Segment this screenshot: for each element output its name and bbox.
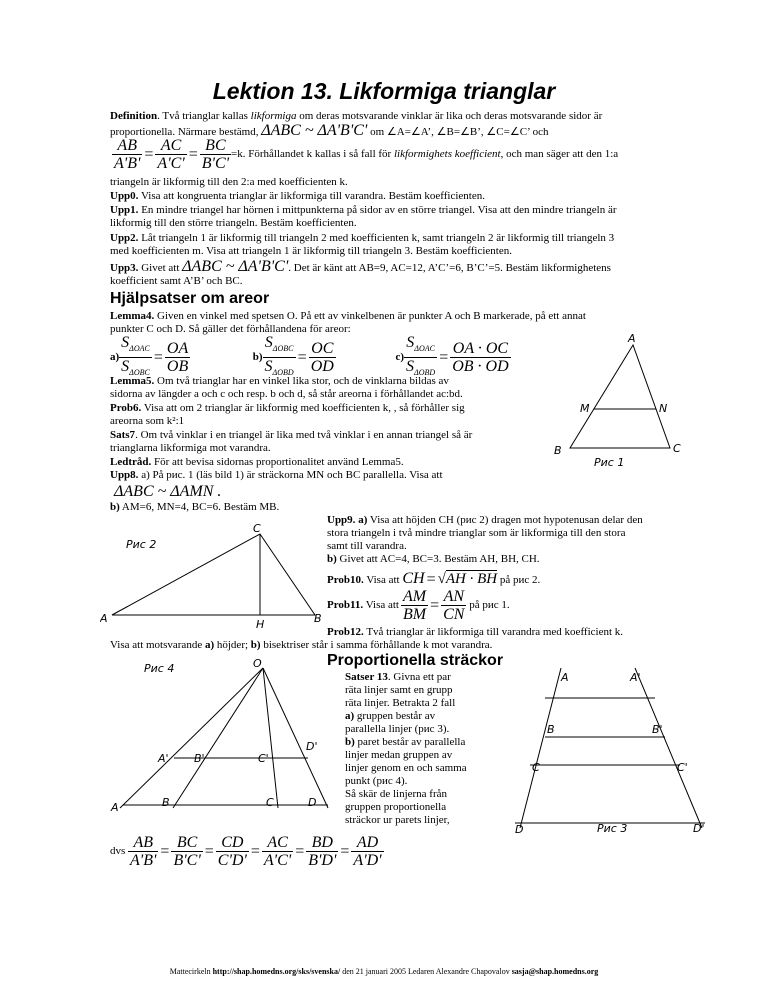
prob6-text-2: areorna som k²:1 (110, 415, 185, 427)
upp9-a-label: a) (358, 514, 368, 526)
sats7-text-2: trianglarna likformiga mot varandra. (110, 442, 271, 454)
lemma5 (110, 375, 540, 401)
prob10-label: Prob10. (327, 574, 364, 586)
prob12-b-text: bisektriser står i samma förhållande k mot varandra. (260, 639, 493, 651)
prob10-rhs: AH · BH (445, 571, 498, 587)
figure-3 (505, 660, 725, 840)
prob12-b: b) (250, 639, 261, 651)
coef-term: likformighets koefficient (393, 148, 501, 161)
fig2-label-h: H (256, 618, 265, 631)
formula-c-label: c) (395, 351, 405, 364)
ledtrad (110, 456, 540, 469)
definition-term: likformiga (250, 110, 297, 122)
fig4-label-b: B (162, 796, 170, 809)
s: S (121, 334, 130, 351)
fig4-label-c: C (266, 796, 274, 809)
prob12-label: Prob12. (327, 626, 364, 638)
s: S (264, 358, 273, 376)
prob12-a: a) (204, 639, 215, 651)
den: A'B' (130, 852, 157, 869)
den: BM (402, 606, 427, 623)
s13-b: b) (345, 736, 355, 748)
definition-om: om (367, 126, 387, 138)
upp0-label: Upp0. (110, 190, 139, 202)
prob11: Prob11. Visa att $\frac{AM}{BM}$ = $\frac{AN}{CN}$ på рис 1. (327, 588, 510, 623)
definition-line-3: triangeln är likformig till den 2:a med koefficienten k. (110, 176, 348, 188)
s13-e2: sträckor ur parets linjer, (345, 814, 450, 826)
fig3-label-d2: D' (693, 822, 705, 835)
den: A'C' (263, 852, 292, 869)
prob6 (110, 402, 540, 428)
definition-text-2: om deras motsvarande vinklar är lika och deras motsvarande sidor är (296, 110, 603, 122)
fig4-label-a2: A' (158, 752, 169, 765)
formula-c: c) $\frac{S_{\Delta OAC}}{S_{\Delta OBD}}$ = $\frac{OA \cdot OC}{OB \cdot OD}$ (395, 334, 509, 378)
upp1-label: Upp1. (110, 204, 139, 216)
satser13-label: Satser 13 (345, 671, 388, 683)
prob11-label: Prob11. (327, 599, 364, 611)
upp0 (110, 190, 750, 203)
definition-och: och (529, 126, 549, 138)
footer-text: Mattecirkeln (169, 967, 213, 976)
s: S (406, 358, 415, 376)
upp8-b-label: b) (110, 501, 120, 513)
upp3-similar: ΔABC ~ ΔA'B'C' (182, 258, 289, 275)
s13-e0: Så skär de linjerna från (345, 788, 448, 800)
sats7-label: Sats7 (110, 429, 136, 441)
fig1-caption: Рис 1 (594, 456, 625, 469)
fig3-label-a: A (561, 671, 569, 684)
num: AM (402, 588, 427, 605)
sats7-text: . Om två vinklar i en triangel är lika med två vinklar i en annan triangel så är (135, 429, 473, 441)
s13-a1: parallella linjer (рис 3). (345, 723, 450, 735)
upp3-text-b: . Det är känt att AB=9, AC=12, A’C’=6, B’C’=5. Bestäm likformighetens (288, 262, 611, 274)
s13-l0: . Givna ett par (387, 671, 451, 683)
s: S (121, 358, 130, 376)
definition-label: Definition (110, 110, 158, 122)
fig4-label-b2: B' (194, 752, 205, 765)
upp8-similar: ΔABC ~ ΔAMN . (114, 483, 222, 500)
upp3-text-2: koefficient samt A’B’ och BC. (110, 275, 243, 287)
fig3-label-d: D (515, 823, 524, 836)
prob12-a-text: höjder; (214, 639, 251, 651)
footer-text-2: den 21 januari 2005 Ledaren Alexandre Chapovalov (340, 967, 512, 976)
ratio-bc (200, 137, 231, 172)
fig1-label-a: A (628, 332, 636, 345)
prob10: Prob10. Visa att CH = √AH · BH på рис 2. (327, 570, 541, 589)
prob6-text: Visa att om 2 trianglar är likformig med koefficienten k, , så förhåller sig (141, 402, 465, 414)
upp1 (110, 204, 750, 230)
num: OA (166, 340, 189, 358)
upp2-label: Upp2. (110, 232, 139, 244)
upp2-text: Låt triangeln 1 är likformig till triangeln 2 med koefficienten k, samt triangeln 2 är likformig till triangeln 3 (138, 232, 615, 244)
formula-b-label: b) (252, 351, 263, 364)
formula-a-label: a) (110, 351, 120, 364)
upp9-text-2: stora triangeln i två mindre trianglar som är likformiga till den stora (327, 527, 626, 539)
num: AB (112, 137, 142, 155)
num: OC (309, 340, 336, 358)
num: AD (351, 834, 383, 852)
s13-a: a) (345, 710, 355, 722)
figure-1 (550, 330, 700, 470)
lemma4-label: Lemma4. (110, 310, 155, 322)
prob6-label: Prob6. (110, 402, 142, 414)
s13-b3: punkt (рис 4). (345, 775, 408, 787)
upp1-text: En mindre triangel har hörnen i mittpunkterna på sidor av en större triangel. Visa att den mindre triangeln är (138, 204, 617, 216)
den: OD (310, 358, 334, 376)
upp2-text-2: med koefficienten m. Visa att triangeln 1 är likformig till triangeln 3. Bestäm koefficienten. (110, 245, 512, 257)
prob10-text: Visa att (363, 574, 403, 586)
footer-email[interactable]: sasja@shap.homedns.org (511, 967, 599, 976)
den: B'D' (308, 852, 337, 869)
den: B'C' (173, 852, 201, 869)
fig4-label-o: O (253, 658, 262, 670)
s: S (264, 334, 273, 351)
s13-b0: paret består av parallella (354, 736, 466, 748)
definition-line-1 (110, 110, 710, 123)
den: C'D' (217, 852, 247, 869)
den: A'B' (114, 155, 141, 172)
similarity-formula: ΔABC ~ ΔA'B'C' (261, 122, 368, 139)
lemma5-text: Om två trianglar har en vinkel lika stor, och de vinklarna bildas av (154, 375, 449, 387)
fig3-label-b2: B' (652, 723, 663, 736)
upp9-text: Visa att höjden CH (рис 2) dragen mot hypotenusan delar den (367, 514, 643, 526)
final-proportions: dvs $\frac{AB}{A'B'}$ = $\frac{BC}{B'C'}$ = $\frac{CD}{C'D'}$ = $\frac{AC}{A'C'}$ = $\frac{BD}{B'D'}$ = $\frac{AD}{A'D'}$ (110, 834, 382, 869)
satser13 (345, 671, 495, 827)
footer-link[interactable]: http://shap.homedns.org/sks/svenska/ (212, 967, 341, 976)
sub: ΔOAC (414, 344, 435, 354)
upp9-text-3: samt till varandra. (327, 540, 407, 552)
lemma4-text: Given en vinkel med spetsen O. På ett av vinkelbenen är punkter A och B markerade, på ett annat (154, 310, 586, 322)
den: CN (443, 606, 465, 623)
upp8 (110, 469, 550, 482)
ratio-text-2: , och man säger att den 1:a (500, 148, 619, 161)
lemma5-label: Lemma5. (110, 375, 155, 387)
section-heading-areas: Hjälpsatser om areor (110, 290, 270, 307)
den: OB · OD (452, 358, 509, 376)
fig1-label-b: B (554, 444, 562, 457)
upp8-b-text: AM=6, MN=4, BC=6. Bestäm MB. (119, 501, 280, 513)
num: AN (441, 588, 466, 606)
s13-l1: räta linjer samt en grupp (345, 684, 453, 696)
fig1-label-c: C (673, 442, 681, 455)
lemma5-text-2: sidorna av längder a och c och resp. b och d, så står areorna i förhållandet ac:bd. (110, 388, 463, 400)
ledtrad-label: Ledtråd. (110, 456, 152, 468)
prob12-text: Två trianglar är likformiga till varandra med koefficient k. (363, 626, 624, 638)
fig4-label-a: A (111, 801, 119, 814)
definition-ratio-line: $\frac{AB}{A'B'}$ = $\frac{AC}{A'C'}$ = $\frac{BC}{B'C'}$ =k. Förhållandet k kallas i så fall för likformighets koefficient, och man säger att den 1:a (114, 137, 619, 172)
upp8-label: Upp8. (110, 469, 139, 481)
s: S (406, 334, 415, 351)
figure-2 (100, 522, 330, 632)
num: BD (306, 834, 338, 852)
fig4-label-d: D (308, 796, 317, 809)
prob12-text-2: Visa att motsvarande (110, 639, 205, 651)
dvs: dvs (110, 845, 126, 857)
fig2-label-b: B (314, 612, 322, 625)
formula-a: a) $\frac{S_{\Delta OAC}}{S_{\Delta OBC}}$ = $\frac{OA}{OB}$ (110, 334, 189, 378)
fig4-caption: Рис 4 (144, 662, 175, 675)
fig1-label-n: N (659, 402, 668, 415)
prob10-text-2: på рис 2. (499, 574, 541, 586)
ratio-ab (112, 137, 142, 172)
prob10-lhs: CH (402, 570, 425, 587)
lemma4-text-2: punkter C och D. Så gäller det förhållandena för areor: (110, 323, 351, 335)
s13-b2: linjer genom en och samma (345, 762, 467, 774)
fig4-label-c2: C' (258, 752, 269, 765)
fig3-label-c2: C' (677, 761, 688, 774)
num: BC (200, 137, 231, 155)
prob11-text: Visa att (363, 599, 399, 611)
upp9-b-label: b) (327, 553, 337, 565)
fig3-label-a2: A' (630, 671, 641, 684)
formula-b: b) $\frac{S_{\Delta OBC}}{S_{\Delta OBD}}$ = $\frac{OC}{OD}$ (252, 334, 334, 378)
upp8-text: a) På рис. 1 (läs bild 1) är sträckorna MN och BC parallella. Visa att (138, 469, 443, 481)
fig3-caption: Рис 3 (597, 822, 628, 835)
num: AB (128, 834, 158, 852)
sub: ΔOAC (129, 344, 150, 354)
upp9-b-text: Givet att AC=4, BC=3. Bestäm AH, BH, CH. (336, 553, 540, 565)
sub: ΔOBD (272, 368, 294, 378)
sats7 (110, 429, 550, 455)
figure-4 (108, 658, 333, 818)
ratio-text: =k. Förhållandet k kallas i så fall för (231, 148, 394, 161)
definition-text-3: proportionella. Närmare bestämd, (110, 126, 262, 138)
upp3-text: Givet att (138, 262, 183, 274)
upp8-b (110, 501, 330, 514)
fig3-label-c: C (532, 761, 540, 774)
num: AC (262, 834, 293, 852)
num: OA · OC (450, 340, 510, 358)
num: BC (171, 834, 202, 852)
section-heading-proportional: Proportionella sträckor (327, 652, 504, 669)
ratio-ac (155, 137, 186, 172)
footer (0, 967, 768, 976)
den: A'C' (157, 155, 185, 172)
den: A'D' (353, 852, 382, 869)
upp1-text-2: likformig till den större triangeln. Bestäm koefficienten. (110, 217, 357, 229)
num: CD (216, 834, 249, 852)
fig2-caption: Рис 2 (126, 538, 157, 551)
angle-equalities: ∠A=∠A’, ∠B=∠B’, ∠C=∠C’ (386, 126, 530, 138)
prob12 (327, 626, 747, 639)
s13-b1: linjer medan gruppen av (345, 749, 453, 761)
den: OB (166, 358, 189, 376)
den: B'C' (201, 155, 230, 172)
sub: ΔOBD (414, 368, 436, 378)
upp2 (110, 232, 750, 258)
fig3-label-b: B (547, 723, 555, 736)
fig2-label-c: C (253, 522, 261, 535)
sub: ΔOBC (272, 344, 294, 354)
prob12-line-2 (110, 639, 710, 652)
upp9 (327, 514, 727, 566)
definition-text: . Två trianglar kallas (157, 110, 251, 122)
fig4-label-d2: D' (306, 740, 318, 753)
s13-a0: gruppen består av (354, 710, 436, 722)
fig2-label-a: A (100, 612, 108, 625)
ledtrad-text: För att bevisa sidornas proportionalitet använd Lemma5. (151, 456, 404, 468)
page-title: Lektion 13. Likformiga trianglar (212, 78, 556, 104)
upp3-label: Upp3. (110, 262, 139, 274)
upp9-label: Upp9. (327, 514, 356, 526)
sub: ΔOBC (129, 368, 150, 378)
upp3 (110, 260, 750, 288)
s13-l2: räta linjer. Betrakta 2 fall (345, 697, 456, 709)
upp0-text: Visa att kongruenta trianglar är likformiga till varandra. Bestäm koefficienten. (138, 190, 485, 202)
num: AC (155, 137, 186, 155)
prob11-text-2: på рис 1. (469, 599, 510, 611)
s13-e1: gruppen proportionella (345, 801, 447, 813)
fig1-label-m: M (580, 402, 590, 415)
